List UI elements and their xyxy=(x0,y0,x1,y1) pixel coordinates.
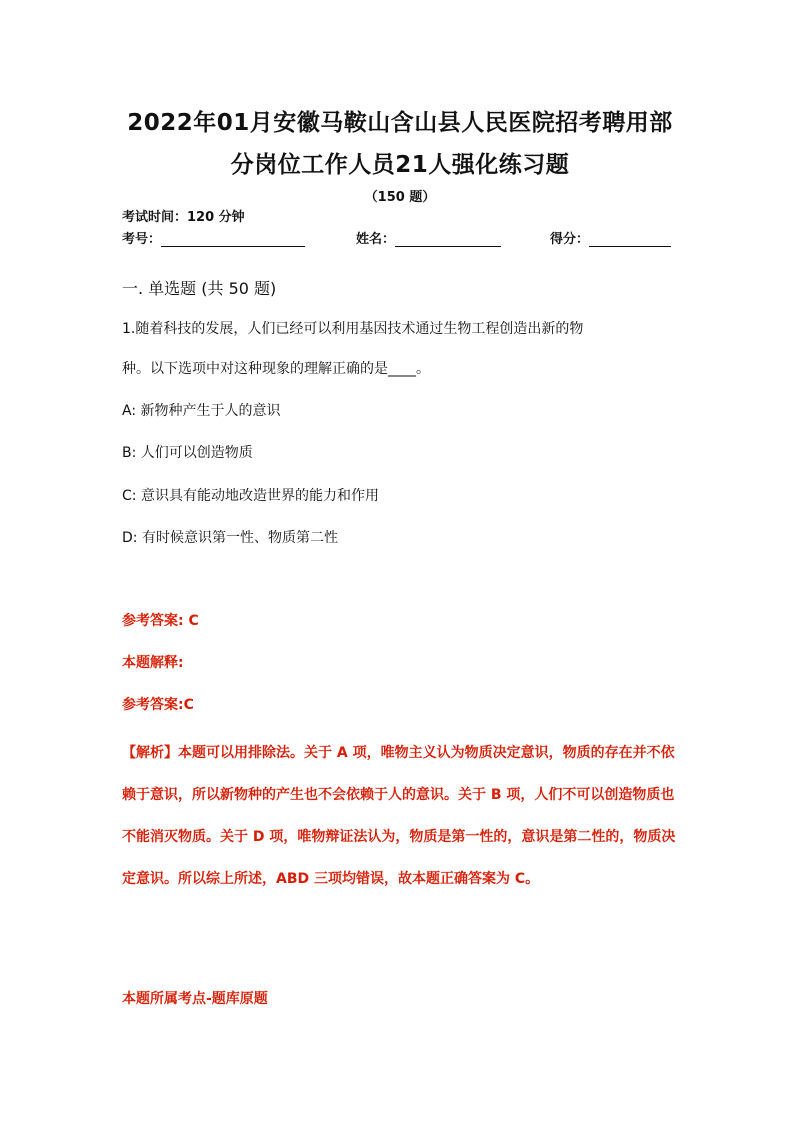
exam-number-blank xyxy=(161,234,305,247)
topic-tag: 本题所属考点-题库原题 xyxy=(122,991,268,1007)
question-count: （150 题） xyxy=(364,190,436,205)
reference-answer: 参考答案: C xyxy=(122,613,199,629)
section-heading: 一. 单选题 (共 50 题) xyxy=(122,279,277,298)
exam-title-line2: 分岗位工作人员21人强化练习题 xyxy=(230,152,570,178)
score-label: 得分： xyxy=(550,232,590,247)
answer-explanation: 【解析】本题可以用排除法。关于 A 项，唯物主义认为物质决定意识，物质的存在并不依赖于意识，所以新物种的产生也不会依赖于人的意识。关于 B 项，人们不可以创造物质也不能消灭物质。关于 D 项，唯物辩证法认为，物质是第一性的，意识是第二性的，物质决定意识。所以综上所述，ABD 三项均错误，故本题正确答案为 C。 xyxy=(122,745,676,887)
option-a: A: 新物种产生于人的意识 xyxy=(122,403,281,419)
exam-number-label: 考号： xyxy=(122,232,162,247)
score-field xyxy=(550,228,671,247)
option-b: B: 人们可以创造物质 xyxy=(122,445,253,461)
explanation-label: 本题解释: xyxy=(122,655,184,671)
exam-number-field xyxy=(122,228,305,247)
option-d: D: 有时候意识第一性、物质第二性 xyxy=(122,530,338,546)
reference-answer-repeat: 参考答案:C xyxy=(122,697,194,713)
name-field xyxy=(356,228,501,247)
exam-title-line1: 2022年01月安徽马鞍山含山县人民医院招考聘用部 xyxy=(127,110,673,136)
name-label: 姓名： xyxy=(356,232,396,247)
question-text-line1: 1.随着科技的发展，人们已经可以利用基因技术通过生物工程创造出新的物 xyxy=(122,321,584,337)
name-blank xyxy=(395,234,501,247)
option-c: C: 意识具有能动地改造世界的能力和作用 xyxy=(122,488,379,504)
score-blank xyxy=(589,234,671,247)
exam-time: 考试时间：120 分钟 xyxy=(122,210,245,225)
question-text-line2: 种。以下选项中对这种现象的理解正确的是____。 xyxy=(122,361,430,377)
